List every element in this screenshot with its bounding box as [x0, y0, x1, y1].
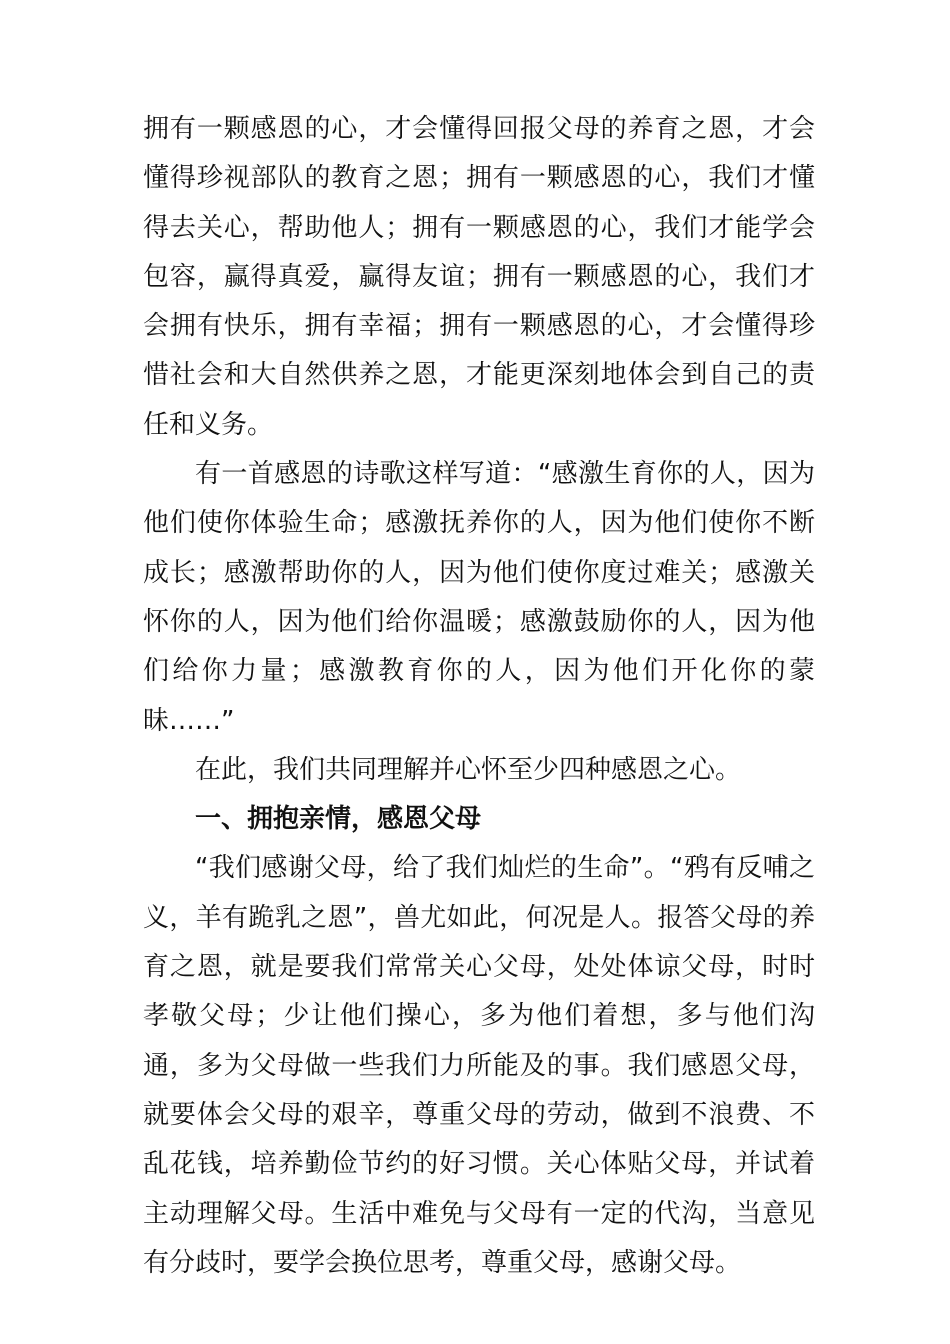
- document-body: [143, 105, 815, 1288]
- paragraph-gratitude-heart: 拥有一颗感恩的心，才会懂得回报父母的养育之恩，才会懂得珍视部队的教育之恩；拥有一颗感恩的心，我们才懂得去关心，帮助他人；拥有一颗感恩的心，我们才能学会包容，赢得真爱，赢得友谊；拥有一颗感恩的心，我们才会拥有快乐，拥有幸福；拥有一颗感恩的心，才会懂得珍惜社会和大自然供养之恩，才能更深刻地体会到自己的责任和义务。: [143, 114, 815, 440]
- paragraph-four-gratitudes: 在此，我们共同理解并心怀至少四种感恩之心。: [195, 754, 742, 785]
- section-heading-parents: 一、拥抱亲情，感恩父母: [195, 804, 482, 835]
- paragraph-gratitude-poem: 有一首感恩的诗歌这样写道：“感激生育你的人，因为他们使你体验生命；感激抚养你的人，因为他们使你不断成长；感激帮助你的人，因为他们使你度过难关；感激关怀你的人，因为他们给你温暖；感激鼓励你的人，因为他们给你力量；感激教育你的人，因为他们开化你的蒙昧……”: [143, 459, 815, 736]
- paragraph-thank-parents: “我们感谢父母，给了我们灿烂的生命”。“鸦有反哺之义，羊有跪乳之恩”，兽尤如此，何况是人。报答父母的养育之恩，就是要我们常常关心父母，处处体谅父母，时时孝敬父母；少让他们操心，多为他们着想，多与他们沟通，多为父母做一些我们力所能及的事。我们感恩父母，就要体会父母的艰辛，尊重父母的劳动，做到不浪费、不乱花钱，培养勤俭节约的好习惯。关心体贴父母，并试着主动理解父母。生活中难免与父母有一定的代沟，当意见有分歧时，要学会换位思考，尊重父母，感谢父母。: [143, 853, 815, 1278]
